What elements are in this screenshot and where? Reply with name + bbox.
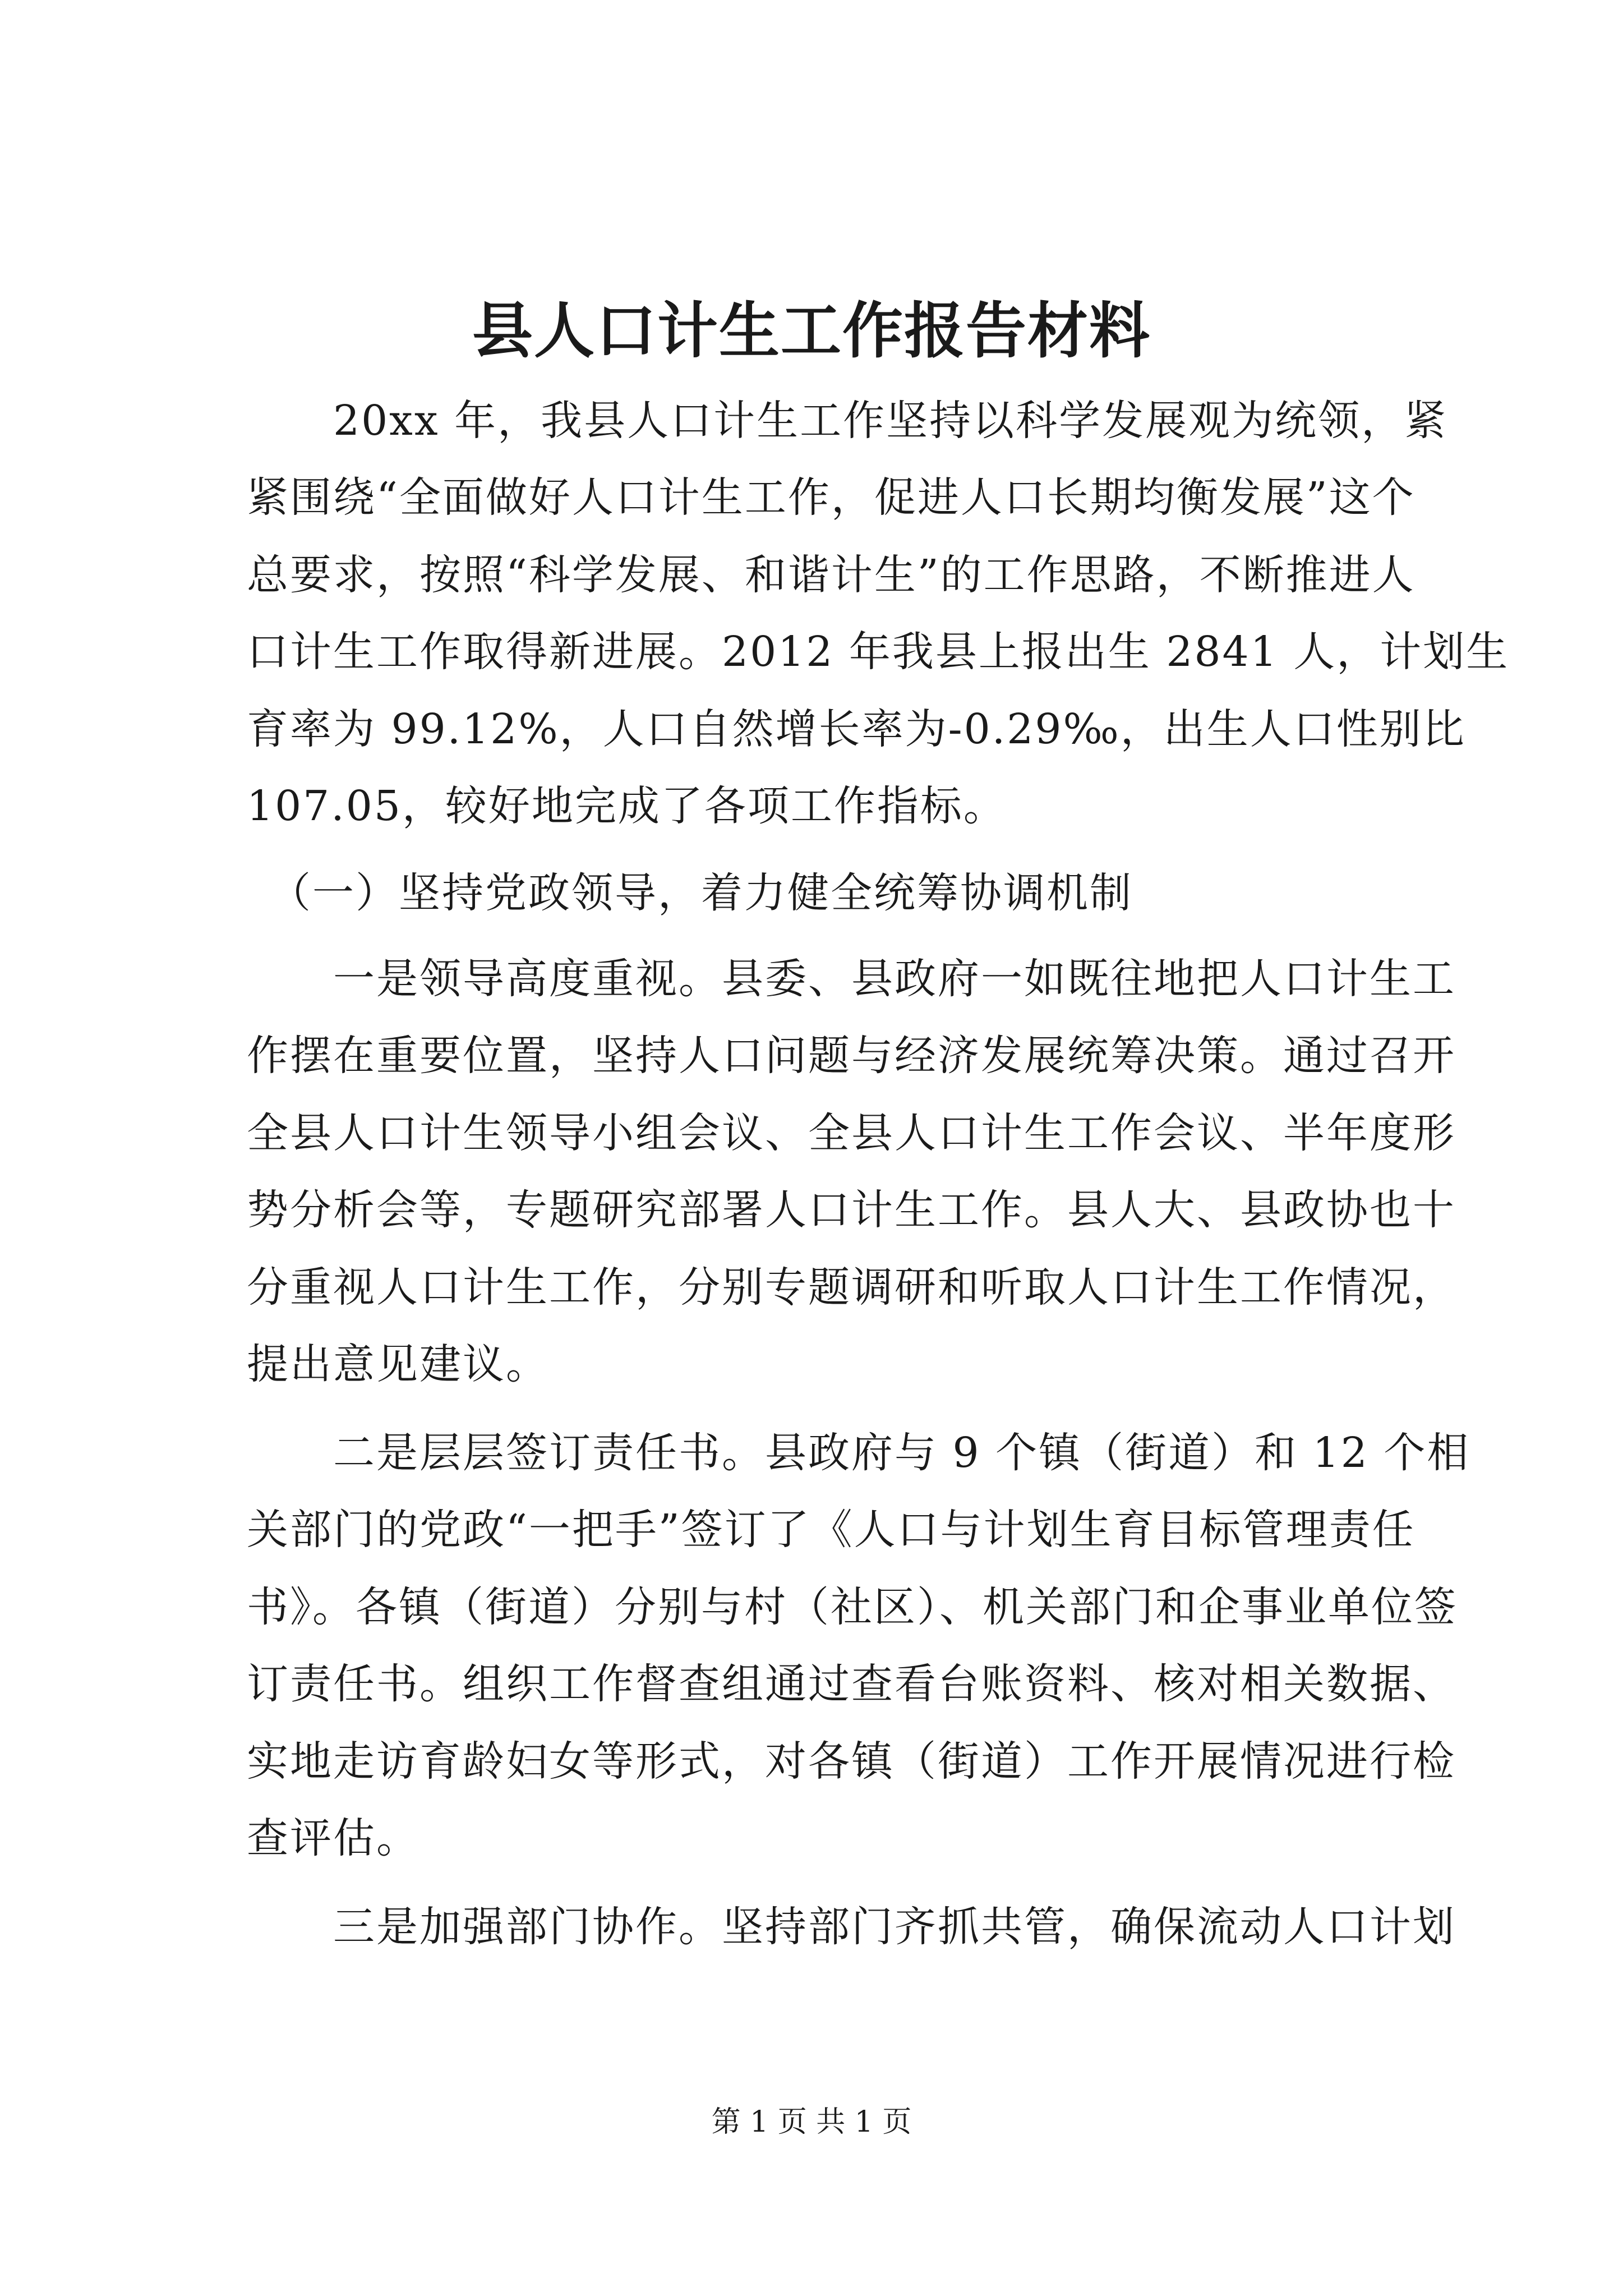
section-heading: （一）坚持党政领导，着力健全统筹协调机制 (247, 869, 1133, 917)
body-line: 订责任书。组织工作督查组通过查看台账资料、核对相关数据、 (247, 1660, 1456, 1708)
body-line: 口计生工作取得新进展。2012 年我县上报出生 2841 人，计划生 (247, 628, 1510, 676)
body-line: 关部门的党政“一把手”签订了《人口与计划生育目标管理责任 (247, 1506, 1415, 1554)
body-line: 二是层层签订责任书。县政府与 9 个镇（街道）和 12 个相 (247, 1429, 1470, 1477)
body-line: 实地走访育龄妇女等形式，对各镇（街道）工作开展情况进行检 (247, 1737, 1456, 1786)
body-line: 提出意见建议。 (247, 1340, 549, 1388)
body-line: 势分析会等，专题研究部署人口计生工作。县人大、县政协也十 (247, 1186, 1456, 1234)
body-line: 全县人口计生领导小组会议、全县人口计生工作会议、半年度形 (247, 1109, 1456, 1157)
body-line: 总要求，按照“科学发展、和谐计生”的工作思路，不断推进人 (247, 551, 1415, 599)
document-title: 县人口计生工作报告材料 (472, 296, 1151, 366)
page-number: 第 1 页 共 1 页 (711, 2105, 912, 2139)
body-line: 分重视人口计生工作，分别专题调研和听取人口计生工作情况， (247, 1263, 1456, 1312)
body-line: 育率为 99.12%，人口自然增长率为-0.29‰，出生人口性别比 (247, 705, 1466, 753)
body-line: 一是领导高度重视。县委、县政府一如既往地把人口计生工 (247, 955, 1456, 1003)
body-line: 107.05，较好地完成了各项工作指标。 (247, 782, 1007, 830)
body-line: 书》。各镇（街道）分别与村（社区）、机关部门和企事业单位签 (247, 1583, 1458, 1631)
body-line: 20xx 年，我县人口计生工作坚持以科学发展观为统领，紧 (247, 397, 1448, 445)
body-line: 紧围绕“全面做好人口计生工作，促进人口长期均衡发展”这个 (247, 473, 1415, 522)
body-line: 作摆在重要位置，坚持人口问题与经济发展统筹决策。通过召开 (247, 1032, 1456, 1080)
body-line: 查评估。 (247, 1814, 419, 1862)
body-line: 三是加强部门协作。坚持部门齐抓共管，确保流动人口计划 (247, 1903, 1456, 1951)
